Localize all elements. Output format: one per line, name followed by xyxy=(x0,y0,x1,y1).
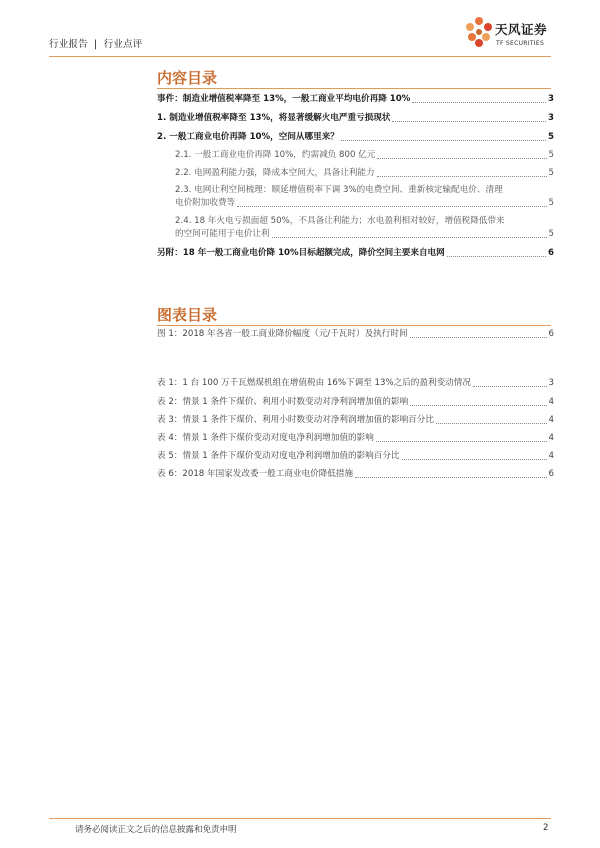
table-entry-2[interactable] xyxy=(157,396,554,409)
toc-page-number: 5 xyxy=(548,168,554,178)
toc-leader xyxy=(410,337,547,338)
toc-item-text-cont: 电价附加收费等 xyxy=(175,198,236,208)
toc-item-text: 事件：制造业增值税率降至 13%，一般工商业平均电价再降 10% xyxy=(157,94,411,104)
toc-page-number: 6 xyxy=(548,248,554,258)
logo-name-cn: 天风证券 xyxy=(495,22,548,37)
table-entry-3[interactable] xyxy=(157,414,554,427)
toc-page-number: 3 xyxy=(548,113,554,123)
report-subtype: 行业点评 xyxy=(103,39,143,50)
page-number: 2 xyxy=(543,823,549,833)
toc-leader xyxy=(341,140,546,141)
toc-page-number: 4 xyxy=(548,451,554,461)
table-entry-6[interactable] xyxy=(157,468,554,481)
table-entry-text: 表 6：2018 年国家发改委一般工商业电价降低措施 xyxy=(157,469,354,479)
toc-page-number: 3 xyxy=(548,94,554,104)
toc-item-appendix[interactable] xyxy=(157,247,554,260)
footer-disclaimer[interactable]: 请务必阅读正文之后的信息披露和免责申明 xyxy=(75,825,237,835)
toc-item-event[interactable] xyxy=(157,93,554,106)
toc-item-text: 2.4. 18 年火电亏损面超 50%，不具备让利能力；水电盈利相对较好，增值税降低带来 xyxy=(175,216,505,226)
toc-leader xyxy=(412,102,546,103)
toc-leader xyxy=(392,121,546,122)
figure-entry-1[interactable] xyxy=(157,328,554,341)
toc-leader xyxy=(376,441,547,442)
logo-flower-icon xyxy=(464,16,494,50)
footer-rule xyxy=(49,818,551,819)
toc-item-text: 2. 一般工商业电价再降 10%，空间从哪里来？ xyxy=(157,132,339,142)
report-category xyxy=(49,36,143,50)
toc-page-number: 5 xyxy=(548,132,554,142)
toc-page-number: 3 xyxy=(548,378,554,388)
table-entry-text: 表 2：情景 1 条件下煤价、利用小时数变动对净利润增加值的影响 xyxy=(157,397,409,407)
table-entry-5[interactable] xyxy=(157,450,554,463)
toc-leader xyxy=(237,206,546,207)
toc-item-section-2-1[interactable] xyxy=(175,149,554,162)
toc-item-continuation xyxy=(175,197,554,210)
toc-leader xyxy=(355,477,546,478)
table-entry-text: 表 3：情景 1 条件下煤价、利用小时数变动对净利润增加值的影响百分比 xyxy=(157,415,434,425)
header-separator: | xyxy=(94,39,98,50)
contents-title: 内容目录 xyxy=(157,69,218,87)
toc-item-section-2-3[interactable] xyxy=(175,184,554,210)
toc-leader xyxy=(436,423,547,424)
toc-item-text: 2.2. 电网盈利能力强，降成本空间大，具备让利能力 xyxy=(175,168,375,178)
contents-title-rule xyxy=(157,88,551,89)
toc-leader xyxy=(377,176,547,177)
toc-item-section-2-2[interactable] xyxy=(175,167,554,180)
toc-item-section-2-4[interactable] xyxy=(175,215,554,241)
table-entry-1[interactable] xyxy=(157,377,554,390)
toc-item-section-2[interactable] xyxy=(157,131,554,144)
report-type: 行业报告 xyxy=(49,39,88,50)
table-entry-4[interactable] xyxy=(157,432,554,445)
toc-item-text-cont: 的空间可能用于电价让利 xyxy=(175,229,270,239)
toc-page-number: 4 xyxy=(548,397,554,407)
header-rule xyxy=(49,56,551,57)
table-entry-text: 表 4：情景 1 条件下煤价变动对度电净利润增加值的影响 xyxy=(157,433,374,443)
toc-leader xyxy=(447,256,546,257)
toc-item-text: 另附：18 年一般工商业电价降 10%目标超额完成，降价空间主要来自电网 xyxy=(157,248,445,258)
toc-leader xyxy=(473,386,547,387)
toc-item-text: 2.3. 电网让利空间梳理：顺延增值税率下调 3%的电费空间、重新核定输配电价、清理 xyxy=(175,185,503,195)
toc-leader xyxy=(377,158,546,159)
toc-item-section-1[interactable] xyxy=(157,112,554,125)
toc-page-number: 5 xyxy=(548,198,554,208)
company-logo xyxy=(464,16,564,52)
table-entry-text: 表 5：情景 1 条件下煤价变动对度电净利润增加值的影响百分比 xyxy=(157,451,400,461)
toc-page-number: 5 xyxy=(548,150,554,160)
charts-title-rule xyxy=(157,325,551,326)
toc-item-continuation xyxy=(175,228,554,241)
toc-leader xyxy=(272,237,547,238)
toc-leader xyxy=(402,459,547,460)
toc-page-number: 4 xyxy=(548,433,554,443)
logo-name-en: TF SECURITIES xyxy=(496,40,545,47)
toc-page-number: 5 xyxy=(548,229,554,239)
toc-page-number: 6 xyxy=(548,469,554,479)
toc-leader xyxy=(410,405,546,406)
figure-entry-text: 图 1：2018 年各省一般工商业降价幅度（元/千瓦时）及执行时间 xyxy=(157,329,408,339)
toc-item-text: 2.1. 一般工商业电价再降 10%，约需减负 800 亿元 xyxy=(175,150,376,160)
toc-page-number: 6 xyxy=(548,329,554,339)
charts-title: 图表目录 xyxy=(157,306,218,324)
toc-page-number: 4 xyxy=(548,415,554,425)
table-entry-text: 表 1：1 台 100 万千瓦燃煤机组在增值税由 16%下调至 13%之后的盈利变动情况 xyxy=(157,378,471,388)
toc-item-text: 1. 制造业增值税率降至 13%，将显著缓解火电严重亏损现状 xyxy=(157,113,391,123)
